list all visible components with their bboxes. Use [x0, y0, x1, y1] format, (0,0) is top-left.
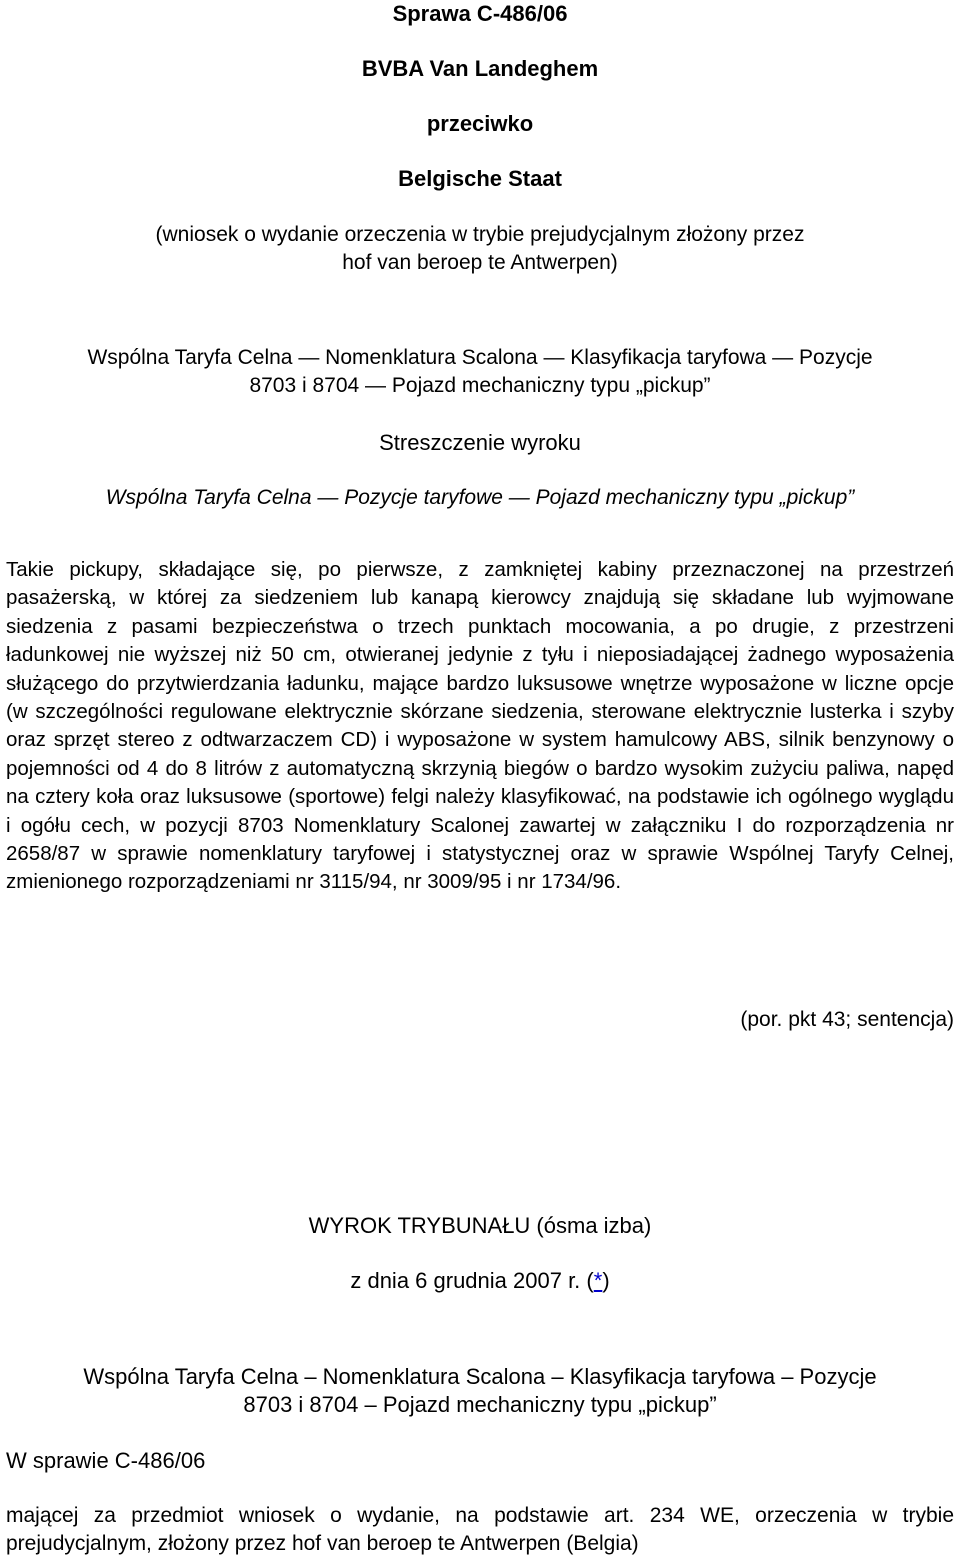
- footnote-reference: (*): [586, 1268, 610, 1293]
- keywords-line-2: 8703 i 8704 — Pojazd mechaniczny typu „pickup”: [249, 374, 711, 397]
- applicant-name: BVBA Van Landeghem: [361, 56, 599, 81]
- summary-subject: Wspólna Taryfa Celna — Pozycje taryfowe — Pojazd mechaniczny typu „pickup”: [105, 486, 855, 509]
- judgment-intro: mającej za przedmiot wniosek o wydanie, na podstawie art. 234 WE, orzeczenia w trybie prejudycjalnym, złożony przez hof van beroep te Antwerpen (Belgia): [6, 1504, 954, 1556]
- case-number: Sprawa C-486/06: [392, 1, 568, 26]
- judgment-keywords-line-1: Wspólna Taryfa Celna – Nomenklatura Scalona – Klasyfikacja taryfowa – Pozycje: [83, 1364, 877, 1389]
- defendant-name: Belgische Staat: [398, 166, 562, 191]
- summary-text: Takie pickupy, składające się, po pierwsze, z zamkniętej kabiny przeznaczonej na przestrzeń pasażerską, w której za siedzeniem lub kanapą kierowcy znajdują się składane lub wyjmowane siedzenia z pasami bezpieczeństwa o trzech punktach mocowania, a po drugie, z przestrzeni ładunkowej nie wyższej niż 50 cm, otwieranej jedynie z tyłu i nieposiadającej żadnego wyposażenia służącego do przytwierdzania ładunku, mające bardzo luksusowe wnętrze wyposażone w liczne opcje (w szczególności regulowane elektrycznie skórzane siedzenia, sterowane elektrycznie lusterka i szyby oraz sprzęt stereo z odtwarzaczem CD) i wyposażone w system hamulcowy ABS, silnik benzynowy o pojemności od 4 do 8 litrów z automatyczną skrzynią biegów o bardzo wysokim zużyciu paliwa, napęd na cztery koła oraz luksusowe (sportowe) felgi należy klasyfikować, na podstawie ich ogólnego wyglądu i ogółu cech, w pozycji 8703 Nomenklatury Scalonej zawartej w załączniku I do rozporządzenia nr 2658/87 w sprawie nomenklatury taryfowej i statystycznej oraz w sprawie Wspólnej Taryfy Celnej, zmienionego rozporządzeniami nr 3115/94, nr 3009/95 i nr 1734/96.: [6, 558, 954, 894]
- footnote-link[interactable]: *: [593, 1268, 603, 1293]
- versus-label: przeciwko: [426, 111, 534, 136]
- judgment-title: WYROK TRYBUNAŁU (ósma izba): [308, 1213, 652, 1238]
- request-line-2: hof van beroep te Antwerpen): [342, 251, 618, 274]
- summary-heading: Streszczenie wyroku: [379, 430, 581, 455]
- judgment-date: z dnia 6 grudnia 2007 r.: [350, 1268, 581, 1293]
- judgment-date-line: [0, 1267, 960, 1295]
- keywords-line-1: Wspólna Taryfa Celna — Nomenklatura Scalona — Klasyfikacja taryfowa — Pozycje: [87, 346, 873, 369]
- judgment-keywords-line-2: 8703 i 8704 – Pojazd mechaniczny typu „pickup”: [243, 1392, 717, 1417]
- request-line-1: (wniosek o wydanie orzeczenia w trybie prejudycjalnym złożony przez: [155, 223, 805, 246]
- case-line: W sprawie C-486/06: [6, 1448, 206, 1473]
- summary-reference: (por. pkt 43; sentencja): [740, 1008, 954, 1031]
